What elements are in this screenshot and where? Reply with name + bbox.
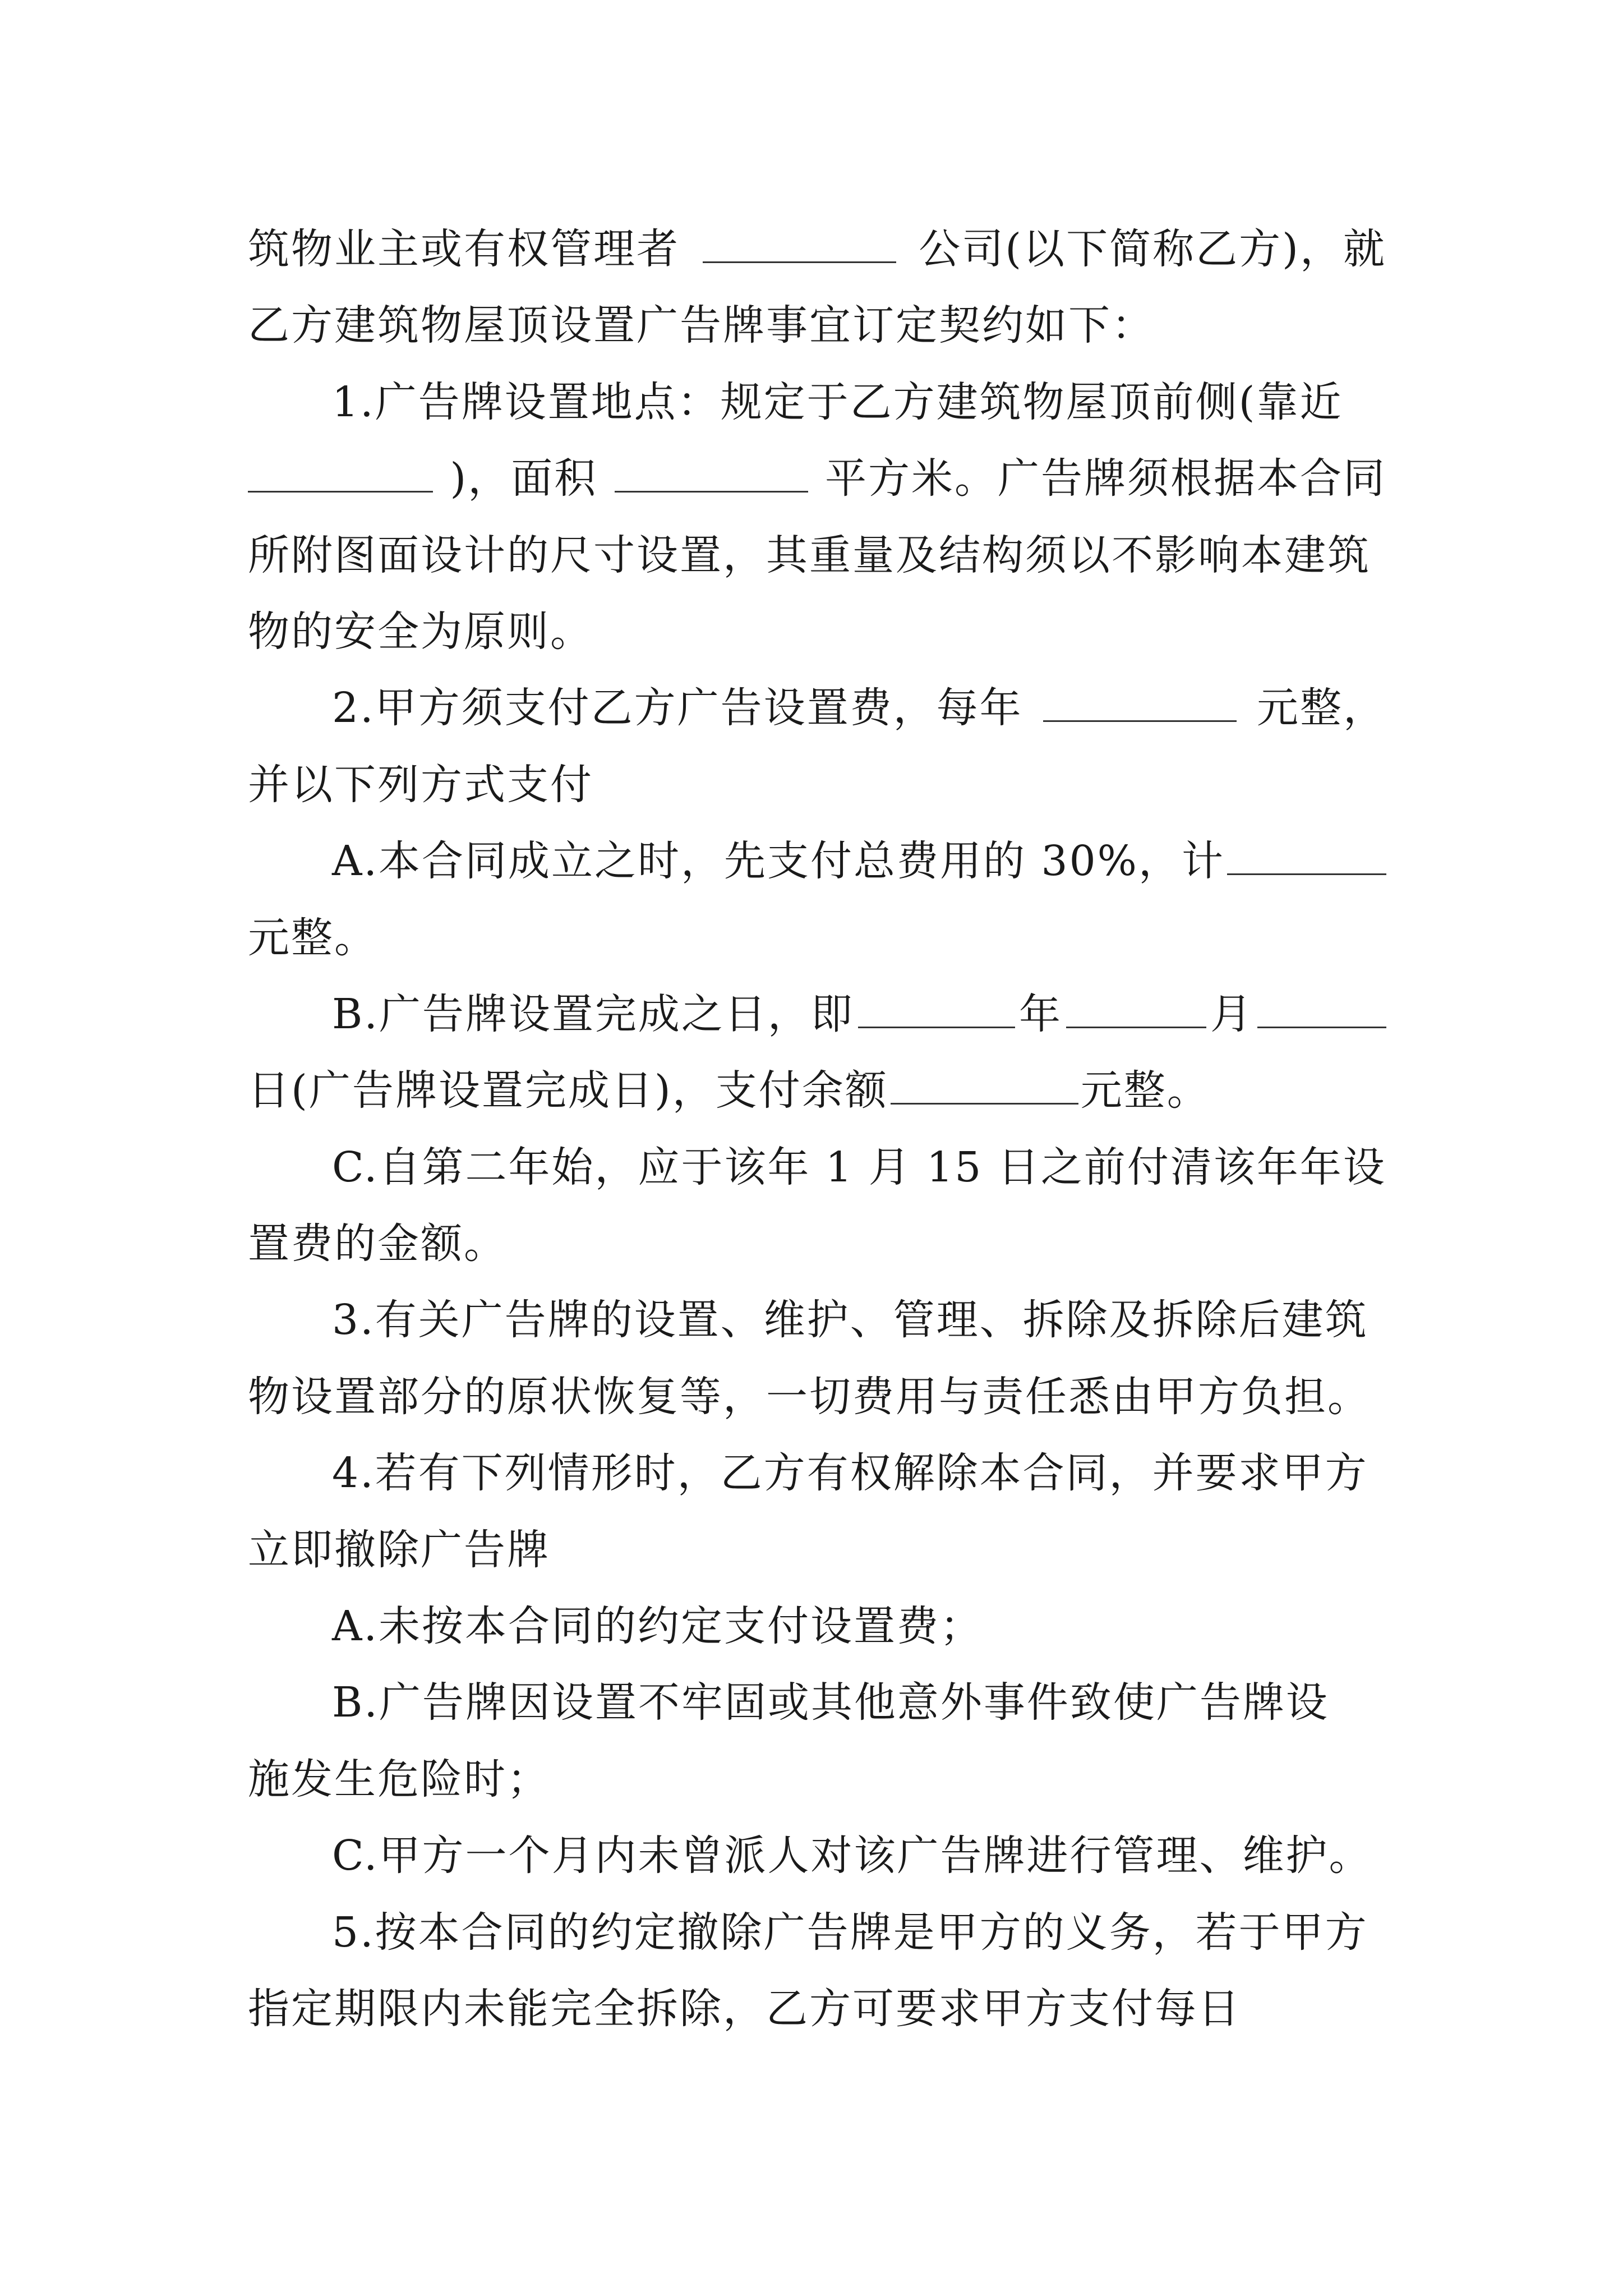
fill-in-blank bbox=[858, 987, 1015, 1028]
text-line: 乙方建筑物屋顶设置广告牌事宜订定契约如下： bbox=[248, 301, 1155, 350]
text-line: 并以下列方式支付 bbox=[248, 760, 593, 809]
text-segment: )，面积 bbox=[450, 454, 598, 503]
text-line bbox=[248, 1052, 1386, 1129]
text-line bbox=[248, 670, 1386, 746]
text-segment: 月 bbox=[1210, 990, 1253, 1038]
text-line bbox=[248, 976, 1386, 1052]
text-line bbox=[248, 211, 1386, 287]
text-line: C.甲方一个月内未曾派人对该广告牌进行管理、维护。 bbox=[332, 1832, 1372, 1880]
text-line: A.未按本合同的约定支付设置费； bbox=[332, 1602, 983, 1651]
text-line: 物的安全为原则。 bbox=[248, 607, 593, 656]
contract-body bbox=[248, 211, 1386, 2047]
text-segment: 日(广告牌设置完成日)，支付余额 bbox=[248, 1066, 888, 1115]
text-segment: 元整， bbox=[1256, 684, 1386, 733]
text-line: 4.若有下列情形时，乙方有权解除本合同，并要求甲方 bbox=[332, 1449, 1368, 1498]
fill-in-blank bbox=[891, 1064, 1078, 1105]
fill-in-blank bbox=[1257, 987, 1386, 1028]
text-line: 立即撤除广告牌 bbox=[248, 1525, 550, 1574]
text-line: C.自第二年始，应于该年 1 月 15 日之前付清该年年设 bbox=[332, 1143, 1386, 1191]
text-line: 5.按本合同的约定撤除广告牌是甲方的义务，若于甲方 bbox=[332, 1908, 1368, 1957]
text-line: 3.有关广告牌的设置、维护、管理、拆除及拆除后建筑 bbox=[332, 1296, 1368, 1345]
text-segment: 筑物业主或有权管理者 bbox=[248, 225, 680, 273]
text-line: 置费的金额。 bbox=[248, 1220, 507, 1268]
fill-in-blank bbox=[248, 452, 433, 493]
text-line: 元整。 bbox=[248, 913, 377, 962]
text-segment: B.广告牌设置完成之日，即 bbox=[332, 990, 854, 1038]
text-line bbox=[248, 440, 1386, 517]
fill-in-blank bbox=[615, 452, 808, 493]
text-segment: 年 bbox=[1018, 990, 1062, 1038]
text-line: 1.广告牌设置地点：规定于乙方建筑物屋顶前侧(靠近 bbox=[332, 378, 1343, 426]
fill-in-blank bbox=[1043, 681, 1237, 722]
fill-in-blank bbox=[1066, 987, 1206, 1028]
text-line: 施发生危险时； bbox=[248, 1755, 550, 1803]
text-segment: 2.甲方须支付乙方广告设置费，每年 bbox=[332, 684, 1023, 733]
text-segment: 平方米。广告牌须根据本合同 bbox=[825, 454, 1386, 503]
text-line: 所附图面设计的尺寸设置，其重量及结构须以不影响本建筑 bbox=[248, 531, 1371, 579]
text-segment: 公司(以下简称乙方)，就 bbox=[919, 225, 1386, 273]
text-line: 指定期限内未能完全拆除，乙方可要求甲方支付每日 bbox=[248, 1984, 1241, 2033]
fill-in-blank bbox=[1227, 834, 1386, 875]
text-segment: 元整。 bbox=[1080, 1066, 1210, 1115]
text-line: B.广告牌因设置不牢固或其他意外事件致使广告牌设 bbox=[332, 1678, 1329, 1727]
text-line: 物设置部分的原状恢复等，一切费用与责任悉由甲方负担。 bbox=[248, 1372, 1371, 1421]
text-segment: A.本合同成立之时，先支付总费用的 30%，计 bbox=[332, 837, 1225, 886]
fill-in-blank bbox=[703, 222, 896, 263]
text-line bbox=[248, 823, 1386, 899]
